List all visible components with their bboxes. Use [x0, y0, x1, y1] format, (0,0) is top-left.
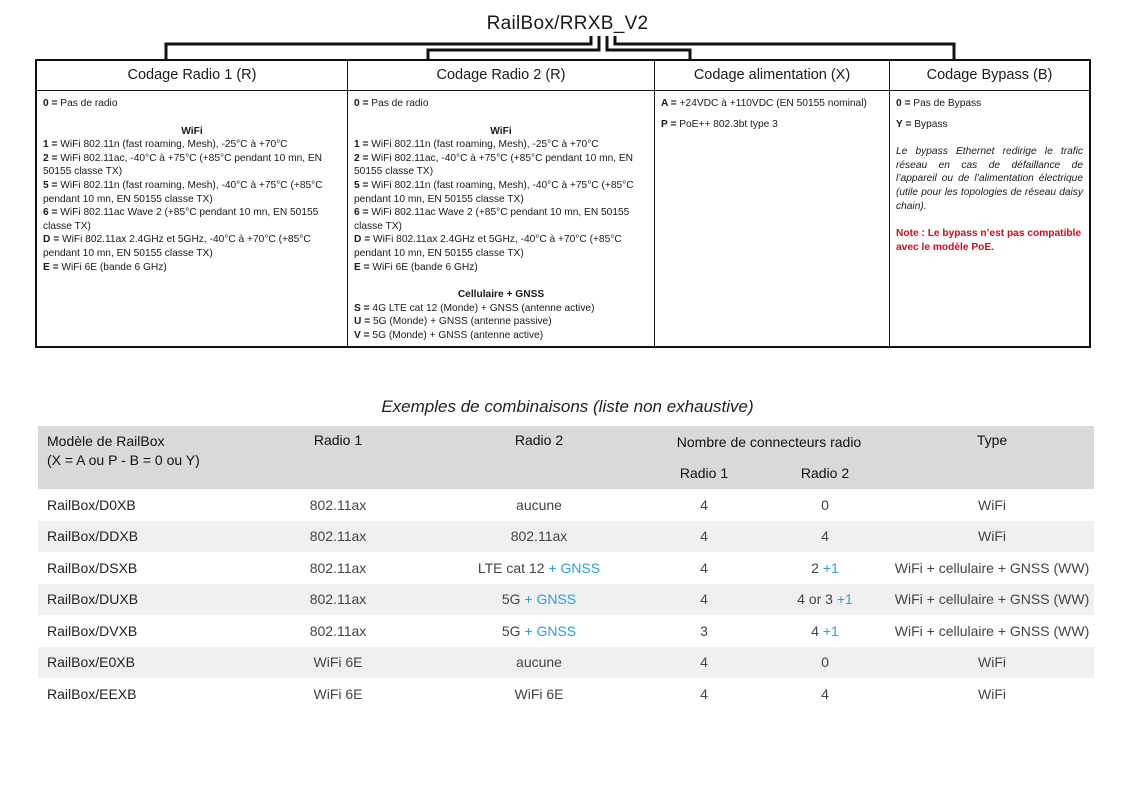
cell-connectors-radio1: 4: [700, 496, 708, 513]
cell-connectors-radio1: 4: [700, 685, 708, 702]
radio1-body: [37, 91, 347, 274]
cell-radio1: WiFi 6E: [313, 685, 363, 702]
radio1-option: E = WiFi 6E (bande 6 GHz): [43, 261, 167, 273]
radio2-coding-column: [348, 61, 655, 346]
cell-radio1: 802.11ax: [309, 496, 367, 513]
cell-connectors-radio2: 4 or 3 +1: [797, 591, 853, 608]
header-connectors-radio1: Radio 1: [648, 457, 760, 489]
header-connectors-radio2: Radio 2: [760, 457, 890, 489]
bypass-body: [890, 91, 1089, 254]
header-radio1: Radio 1: [246, 426, 430, 489]
header-radio2: Radio 2: [430, 426, 648, 489]
bypass-option: Y = Bypass: [896, 118, 948, 130]
cell-model: RailBox/EEXB: [47, 685, 137, 702]
table-row: [38, 584, 1094, 616]
bypass-description: Le bypass Ethernet redirige le trafic réseau en cas de défaillance de l’appareil ou de l’alimentation électrique (utile pour les topologies de réseau daisy chain).: [896, 146, 1083, 212]
cell-model: RailBox/DVXB: [47, 622, 138, 639]
cell-connectors-radio2: 0: [821, 496, 829, 513]
radio2-option: 5 = WiFi 802.11n (fast roaming, Mesh), -40°C à +75°C (+85°C pendant 10 mn, EN 50155 classe TX): [354, 179, 634, 205]
cell-type: WiFi + cellulaire + GNSS (WW): [894, 622, 1090, 639]
cell-radio2: 5G + GNSS: [501, 622, 577, 639]
cell-connectors-radio2: 4 +1: [811, 622, 839, 639]
power-header: Codage alimentation (X): [655, 61, 889, 91]
cell-radio1: 802.11ax: [309, 559, 367, 576]
cell-connectors-radio1: 4: [700, 654, 708, 671]
bypass-coding-column: [890, 61, 1089, 346]
radio1-option: 5 = WiFi 802.11n (fast roaming, Mesh), -40°C à +75°C (+85°C pendant 10 mn, EN 50155 classe TX): [43, 179, 323, 205]
bypass-poe-note: Note : Le bypass n’est pas compatible avec le modèle PoE.: [896, 228, 1082, 253]
table-row: [38, 552, 1094, 584]
cell-type: WiFi + cellulaire + GNSS (WW): [894, 591, 1090, 608]
radio2-cellular-option: U = 5G (Monde) + GNSS (antenne passive): [354, 316, 552, 328]
cell-connectors-radio2: 4: [821, 685, 829, 702]
cell-type: WiFi: [978, 685, 1006, 702]
cell-connectors-radio1: 3: [700, 622, 708, 639]
cell-radio2: 5G + GNSS: [501, 591, 577, 608]
examples-title: Exemples de combinaisons (liste non exhaustive): [381, 397, 754, 416]
radio2-cellular-option: S = 4G LTE cat 12 (Monde) + GNSS (antenne active): [354, 302, 595, 314]
radio2-body: [348, 91, 654, 343]
cell-radio2: aucune: [516, 654, 562, 671]
table-row: [38, 647, 1094, 679]
header-connectors: Nombre de connecteurs radio: [648, 426, 890, 457]
cell-connectors-radio2: 2 +1: [811, 559, 839, 576]
cell-radio2: 802.11ax: [510, 528, 568, 545]
cell-model: RailBox/E0XB: [47, 654, 135, 671]
radio2-cellular-title: Cellulaire + GNSS: [457, 289, 545, 301]
cell-radio1: 802.11ax: [309, 622, 367, 639]
radio2-option: 1 = WiFi 802.11n (fast roaming, Mesh), -25°C à +70°C: [354, 139, 599, 151]
cell-radio2: WiFi 6E: [514, 685, 564, 702]
cell-radio2: aucune: [516, 496, 562, 513]
radio2-cellular-option: V = 5G (Monde) + GNSS (antenne active): [354, 329, 544, 341]
cell-type: WiFi + cellulaire + GNSS (WW): [894, 559, 1090, 576]
cell-type: WiFi: [978, 654, 1006, 671]
cell-radio1: WiFi 6E: [313, 654, 363, 671]
cell-radio1: 802.11ax: [309, 528, 367, 545]
table-row: [38, 615, 1094, 647]
cell-model: RailBox/D0XB: [47, 496, 136, 513]
radio1-wifi-title: WiFi: [181, 125, 203, 137]
cell-connectors-radio1: 4: [700, 528, 708, 545]
code-bracket-lines: [0, 0, 1135, 62]
cell-radio1: 802.11ax: [309, 591, 367, 608]
power-coding-column: [655, 61, 890, 346]
cell-radio2: LTE cat 12 + GNSS: [477, 559, 601, 576]
table-row: [38, 489, 1094, 521]
radio2-none-option: 0 = Pas de radio: [354, 98, 429, 109]
table-row: [38, 521, 1094, 553]
cell-connectors-radio1: 4: [700, 591, 708, 608]
cell-model: RailBox/DDXB: [47, 528, 139, 545]
radio1-option: 1 = WiFi 802.11n (fast roaming, Mesh), -25°C à +70°C: [43, 139, 288, 151]
page-title: RailBox/RRXB_V2: [486, 13, 649, 34]
radio1-option: 2 = WiFi 802.11ac, -40°C à +75°C (+85°C pendant 10 mn, EN 50155 classe TX): [43, 152, 323, 178]
power-option: P = PoE++ 802.3bt type 3: [661, 118, 778, 130]
radio2-option: 6 = WiFi 802.11ac Wave 2 (+85°C pendant 10 mn, EN 50155 classe TX): [354, 207, 630, 232]
table-row: [38, 678, 1094, 710]
power-option: A = +24VDC à +110VDC (EN 50155 nominal): [661, 98, 867, 109]
cell-model: RailBox/DUXB: [47, 591, 139, 608]
cell-type: WiFi: [978, 496, 1006, 513]
cell-connectors-radio2: 0: [821, 654, 829, 671]
header-model: Modèle de RailBox (X = A ou P - B = 0 ou Y): [38, 426, 246, 489]
cell-type: WiFi: [978, 528, 1006, 545]
coding-specification-table: [35, 59, 1091, 348]
header-type: Type: [890, 426, 1094, 489]
bypass-header: Codage Bypass (B): [890, 61, 1089, 91]
radio1-option: D = WiFi 802.11ax 2.4GHz et 5GHz, -40°C à +70°C (+85°C pendant 10 mn, EN 50155 classe TX): [43, 234, 311, 259]
radio2-wifi-title: WiFi: [490, 125, 512, 137]
power-body: [655, 91, 889, 131]
radio2-option: E = WiFi 6E (bande 6 GHz): [354, 261, 478, 273]
radio2-option: D = WiFi 802.11ax 2.4GHz et 5GHz, -40°C à +70°C (+85°C pendant 10 mn, EN 50155 classe TX): [354, 234, 622, 259]
radio2-option: 2 = WiFi 802.11ac, -40°C à +75°C (+85°C pendant 10 mn, EN 50155 classe TX): [354, 152, 634, 178]
cell-model: RailBox/DSXB: [47, 559, 138, 576]
examples-table: [38, 426, 1094, 710]
cell-connectors-radio2: 4: [821, 528, 829, 545]
bypass-option: 0 = Pas de Bypass: [896, 98, 982, 109]
radio1-option: 6 = WiFi 802.11ac Wave 2 (+85°C pendant 10 mn, EN 50155 classe TX): [43, 207, 319, 232]
radio2-header: Codage Radio 2 (R): [348, 61, 654, 91]
cell-connectors-radio1: 4: [700, 559, 708, 576]
radio1-none-option: 0 = Pas de radio: [43, 98, 118, 109]
radio1-header: Codage Radio 1 (R): [37, 61, 347, 91]
radio1-coding-column: [37, 61, 348, 346]
